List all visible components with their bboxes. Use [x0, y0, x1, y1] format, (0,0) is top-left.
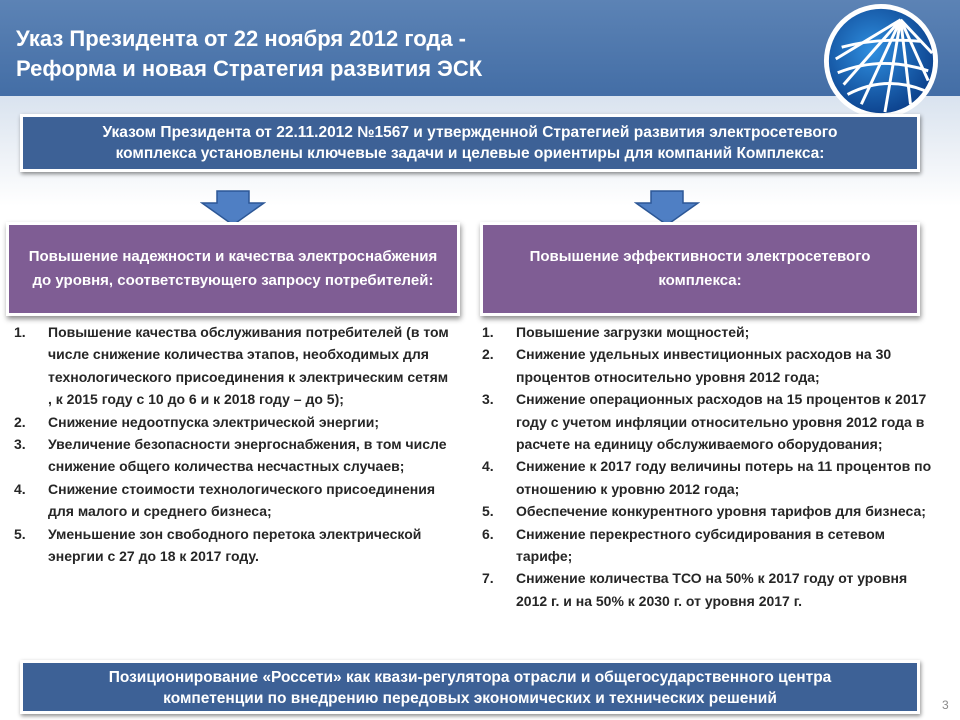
decree-banner [20, 114, 920, 172]
title-line-1: Указ Президента от 22 ноября 2012 года - [16, 26, 467, 51]
item-text: Повышение качества обслуживания потребителей (в том числе снижение количества этапов, необходимых для технологического присоединения к электрическим сетям , к 2015 году с 10 до 6 и к 2018 году – до 5); [48, 324, 449, 408]
goal-reliability [6, 222, 460, 316]
slide-title [16, 24, 576, 84]
item-text: Снижение операционных расходов на 15 процентов к 2017 году с учетом инфляции относительно уровня 2012 года в расчете на единицу обслуживаемого оборудования; [516, 391, 927, 453]
positioning-line-1: Позиционирование «Россети» как квази-регулятора отрасли и общегосударственного центра [108, 669, 832, 686]
goal-efficiency [480, 222, 920, 316]
item-text: Снижение недоотпуска электрической энергии; [48, 413, 380, 430]
list-item [14, 411, 454, 433]
arrow-down-icon [200, 190, 266, 226]
reliability-task-list [14, 321, 454, 567]
list-item [482, 523, 932, 568]
list-item [14, 478, 454, 523]
item-number: 1. [14, 324, 26, 340]
item-text: Снижение перекрестного субсидирования в сетевом тарифе; [516, 525, 885, 565]
item-text: Увеличение безопасности энергоснабжения, в том числе снижение общего количества несчастных случаев; [48, 436, 447, 475]
list-item [14, 523, 454, 568]
page-number: 3 [942, 698, 949, 712]
title-line-2: Реформа и новая Стратегия развития ЭСК [16, 56, 483, 81]
item-text: Снижение количества ТСО на 50% к 2017 году от уровня 2012 г. и на 50% к 2030 г. от уровня 2017 г. [516, 570, 908, 609]
item-text: Повышение загрузки мощностей; [516, 324, 750, 340]
decree-line-1: Указом Президента от 22.11.2012 №1567 и утвержденной Стратегией развития электросетевого [102, 124, 838, 141]
item-number: 6. [482, 525, 494, 542]
positioning-line-2: компетенции по внедрению передовых экономических и технических решений [163, 690, 777, 707]
item-text: Обеспечение конкурентного уровня тарифов для бизнеса; [516, 503, 926, 520]
item-number: 2. [482, 346, 494, 363]
item-number: 7. [482, 570, 494, 587]
goal-reliability-text: Повышение надежности и качества электроснабжения до уровня, соответствующего запросу потребителей: [28, 248, 438, 289]
list-item [482, 455, 932, 500]
efficiency-task-list [482, 321, 932, 612]
list-item [482, 343, 932, 388]
decree-line-2: комплекса установлены ключевые задачи и целевые ориентиры для компаний Комплекса: [115, 145, 825, 162]
rosseti-sphere-logo-icon [822, 2, 940, 120]
list-item [482, 388, 932, 455]
item-text: Снижение к 2017 году величины потерь на 11 процентов по отношению к уровню 2012 года; [516, 458, 932, 497]
item-number: 5. [482, 503, 494, 520]
item-text: Уменьшение зон свободного перетока электрической энергии с 27 до 18 к 2017 году. [48, 525, 422, 565]
item-text: Снижение удельных инвестиционных расходов на 30 процентов относительно уровня 2012 года; [516, 346, 892, 385]
list-item [482, 500, 932, 522]
item-number: 3. [482, 391, 494, 408]
arrow-down-icon [634, 190, 700, 226]
item-number: 1. [482, 324, 494, 340]
positioning-banner [20, 660, 920, 714]
list-item [482, 567, 932, 612]
list-item [14, 321, 454, 411]
item-number: 4. [14, 480, 26, 497]
item-number: 5. [14, 525, 26, 542]
item-number: 3. [14, 436, 26, 453]
goal-efficiency-text: Повышение эффективности электросетевого комплекса: [529, 248, 871, 289]
list-item [14, 433, 454, 478]
item-number: 2. [14, 413, 26, 430]
item-text: Снижение стоимости технологического присоединения для малого и среднего бизнеса; [48, 480, 436, 520]
item-number: 4. [482, 458, 494, 475]
list-item [482, 321, 932, 343]
